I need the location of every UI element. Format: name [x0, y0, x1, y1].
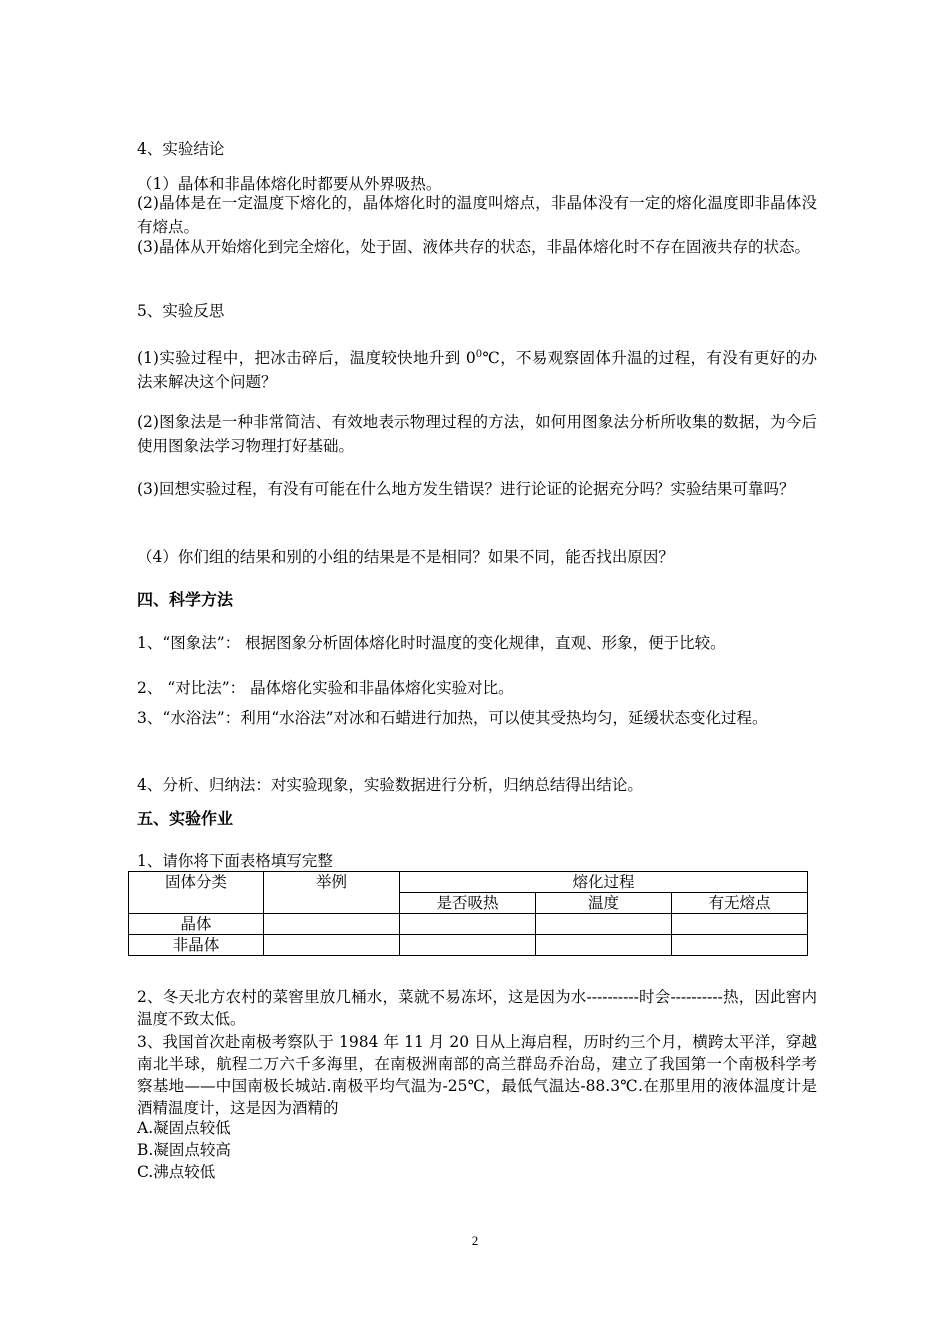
methods-m4: 4、分析、归纳法：对实验现象，实验数据进行分析，归纳总结得出结论。 — [137, 776, 643, 794]
table-header-cell: 举例 — [264, 872, 400, 914]
homework-q3: 3、我国首次赴南极考察队于 1984 年 11 月 20 日从上海启程，历时约三个月，横跨太平洋，穿越南北半球，航程二万六千多海里，在南极洲南部的高兰群岛乔治岛，建立了我国第一个南极科学考察基地——中国南极长城站.南极平均气温为-25℃，最低气温达-88.3℃.在那里用的液体温度计是酒精温度计，这是因为酒精的 — [137, 1033, 817, 1117]
table-header-cell: 固体分类 — [129, 872, 264, 914]
table-cell: 晶体 — [129, 914, 264, 935]
homework-option-c: C.沸点较低 — [137, 1163, 216, 1181]
table-subheader-cell: 温度 — [536, 893, 672, 914]
homework-table — [128, 871, 808, 956]
homework-title: 五、实验作业 — [137, 809, 234, 828]
sec4-p1: （1）晶体和非晶体熔化时都要从外界吸热。 — [137, 175, 442, 193]
table-cell — [536, 914, 672, 935]
table-cell — [264, 914, 400, 935]
page-number: 2 — [471, 1233, 479, 1248]
table-subheader-cell: 是否吸热 — [400, 893, 536, 914]
sec5-p4: （4）你们组的结果和别的小组的结果是不是相同？如果不同，能否找出原因？ — [137, 548, 674, 566]
table-cell: 非晶体 — [129, 935, 264, 956]
table-cell — [400, 935, 536, 956]
sec4-p2: (2)晶体是在一定温度下熔化的，晶体熔化时的温度叫熔点，非晶体没有一定的熔化温度即非晶体没有熔点。 — [137, 194, 817, 236]
sec5-p1-sup: 0 — [475, 349, 483, 360]
sec5-p1-text-b: ℃，不易观察固体升温的过程，有没有更好的办法来解决这个问题？ — [137, 349, 817, 392]
methods-title: 四、科学方法 — [137, 590, 234, 609]
sec4-p3: (3)晶体从开始熔化到完全熔化，处于固、液体共存的状态，非晶体熔化时不存在固液共存的状态。 — [137, 238, 810, 256]
sec5-title: 5、实验反思 — [137, 302, 225, 320]
table-header-row — [129, 872, 808, 893]
table-row — [129, 914, 808, 935]
sec5-p2: (2)图象法是一种非常简洁、有效地表示物理过程的方法，如何用图象法分析所收集的数据，为今后使用图象法学习物理打好基础。 — [137, 413, 817, 455]
sec4-title: 4、实验结论 — [137, 140, 225, 158]
homework-option-b: B.凝固点较高 — [137, 1141, 231, 1159]
table-header-cell: 熔化过程 — [400, 872, 808, 893]
table-row — [129, 935, 808, 956]
homework-q1: 1、请你将下面表格填写完整 — [137, 852, 333, 870]
sec5-p1 — [137, 343, 817, 394]
methods-m1: 1、“图象法”： 根据图象分析固体熔化时时温度的变化规律，直观、形象，便于比较。 — [137, 634, 726, 652]
methods-m3: 3、“水浴法”：利用“水浴法”对冰和石蜡进行加热，可以使其受热均匀，延缓状态变化过程。 — [137, 709, 768, 727]
homework-q2: 2、冬天北方农村的菜窖里放几桶水，菜就不易冻坏，这是因为水----------时会----------热，因此窖内温度不致太低。 — [137, 988, 817, 1028]
table-cell — [536, 935, 672, 956]
table-cell — [672, 935, 808, 956]
homework-option-a: A.凝固点较低 — [137, 1119, 231, 1137]
sec5-p1-text-a: (1)实验过程中，把冰击碎后，温度较快地升到 0 — [137, 349, 476, 368]
methods-m2: 2、 “对比法”： 晶体熔化实验和非晶体熔化实验对比。 — [137, 679, 514, 697]
table-subheader-cell: 有无熔点 — [672, 893, 808, 914]
table-cell — [672, 914, 808, 935]
table-cell — [400, 914, 536, 935]
table-cell — [264, 935, 400, 956]
sec5-p3: (3)回想实验过程，有没有可能在什么地方发生错误？进行论证的论据充分吗？实验结果可靠吗？ — [137, 480, 795, 498]
